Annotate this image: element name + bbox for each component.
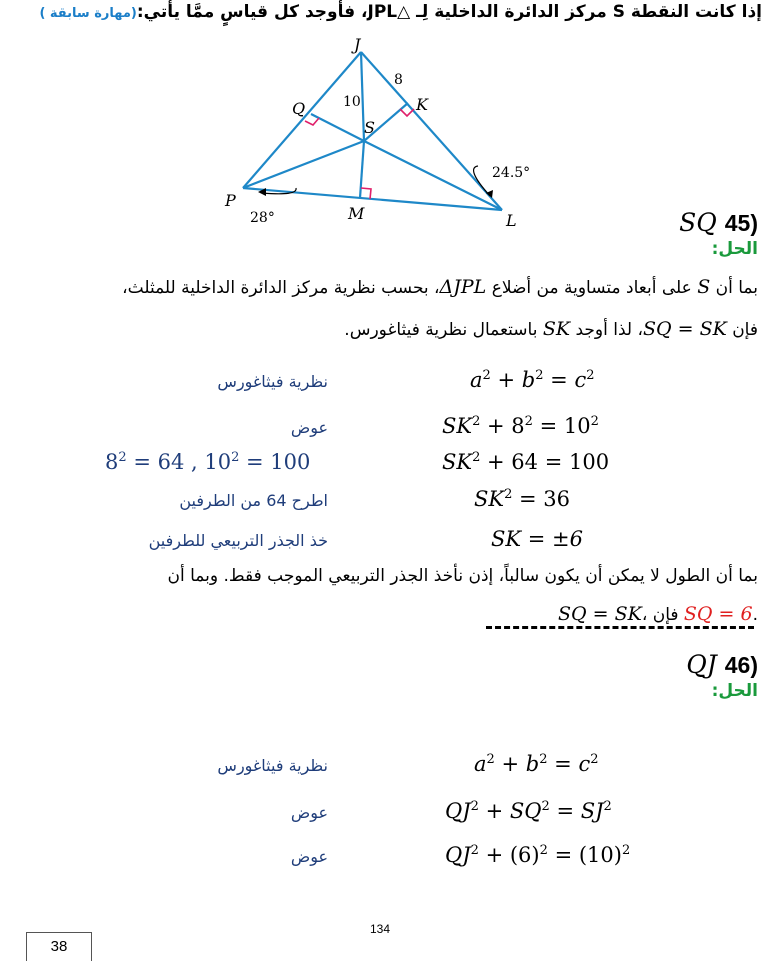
math-sq-equals-sk: SQ = SK xyxy=(642,318,727,340)
step-46-3-equation: $QJ^2 + (6)^2 = (10)^2$ xyxy=(445,843,631,867)
point-label-m: M xyxy=(348,204,365,223)
step-45-2-equation: $SK^2 + 8^2 = 10^2$ xyxy=(442,414,599,438)
step-45-5-equation: SK = ±6 xyxy=(491,527,583,551)
side-pj xyxy=(243,52,361,188)
side-jl xyxy=(361,52,502,210)
angle-label-l: 24.5° xyxy=(492,165,531,181)
triangle-figure xyxy=(200,36,540,236)
question-46-label: QJ xyxy=(686,650,717,679)
math-s: S xyxy=(697,276,711,298)
right-angle-q xyxy=(305,118,319,125)
text-fragment: ، فإن xyxy=(641,605,684,625)
solution-label-46: الحل: xyxy=(711,681,758,701)
text-fragment: بما أن xyxy=(710,278,758,298)
point-label-s: S xyxy=(364,118,375,137)
math-triangle: ΔJPL xyxy=(439,276,487,298)
angle-label-p: 28° xyxy=(250,210,275,226)
math-sk: SK xyxy=(542,318,571,340)
step-46-1-equation: $a^2 + b^2 = c^2$ xyxy=(474,752,599,776)
step-46-2-reason: عوض xyxy=(290,803,328,822)
step-46-2-equation: $QJ^2 + SQ^2 = SJ^2$ xyxy=(445,799,612,823)
step-45-5-reason: خذ الجذر التربيعي للطرفين xyxy=(148,531,328,550)
step-45-3-equation: $SK^2 + 64 = 100$ xyxy=(442,450,610,474)
question-45-number: 45) xyxy=(724,210,758,236)
answer-45: SQ = 6 xyxy=(683,603,753,625)
page-number: 134 xyxy=(370,922,391,936)
text-fragment: باستعمال نظرية فيثاغورس. xyxy=(344,320,543,340)
math-sq-equals-sk: SQ = SK xyxy=(558,603,642,625)
text-fragment: على أبعاد متساوية من أضلاع xyxy=(486,278,698,298)
bisector-p xyxy=(243,141,364,188)
step-46-3-reason: عوض xyxy=(290,847,328,866)
paragraph-pythagoras xyxy=(8,309,758,350)
step-45-3-note: $8^2 = 64$ , $10^2 = 100$ xyxy=(105,450,311,474)
question-45-label: SQ xyxy=(679,208,717,237)
vertex-label-j: J xyxy=(354,36,361,54)
point-label-q: Q xyxy=(292,99,306,118)
text-fragment: فإن xyxy=(726,320,758,340)
paragraph-positive-root: بما أن الطول لا يمكن أن يكون سالباً، إذن نأخذ الجذر التربيعي الموجب فقط. وبما أن xyxy=(167,566,758,586)
problem-text: إذا كانت النقطة S مركز الدائرة الداخلية لِـ △JPL، فأوجد كل قياسٍ ممَّا يأتي: xyxy=(136,2,762,22)
step-45-1-equation: $a^2 + b^2 = c^2$ xyxy=(470,368,595,392)
step-45-1-reason: نظرية فيثاغورس xyxy=(217,372,328,391)
length-label-sj: 10 xyxy=(343,94,361,110)
question-46-heading xyxy=(686,650,758,679)
paragraph-incenter xyxy=(8,267,758,308)
question-46-number: 46) xyxy=(724,652,758,678)
text-fragment: ، بحسب نظرية مركز الدائرة الداخلية للمثلث، xyxy=(122,278,440,298)
question-45-heading xyxy=(679,208,758,237)
page-box-number: 38 xyxy=(26,932,92,961)
right-angle-k xyxy=(400,109,414,116)
previous-skill-label: (مهارة سابقة ) xyxy=(39,6,137,21)
segment-sm xyxy=(360,141,364,198)
vertex-label-l: L xyxy=(506,211,517,230)
text-fragment: . xyxy=(752,605,758,625)
step-45-2-reason: عوض xyxy=(290,418,328,437)
step-45-4-reason: اطرح 64 من الطرفين xyxy=(179,491,328,510)
text-fragment: ، لذا أوجد xyxy=(570,320,643,340)
problem-statement xyxy=(2,2,762,22)
step-45-4-equation: $SK^2 = 36$ xyxy=(474,487,571,511)
step-46-1-reason: نظرية فيثاغورس xyxy=(217,756,328,775)
vertex-label-p: P xyxy=(225,191,236,210)
solution-label-45: الحل: xyxy=(711,239,758,259)
point-label-k: K xyxy=(416,95,428,114)
length-label-jk: 8 xyxy=(394,72,403,88)
section-divider xyxy=(486,626,754,629)
